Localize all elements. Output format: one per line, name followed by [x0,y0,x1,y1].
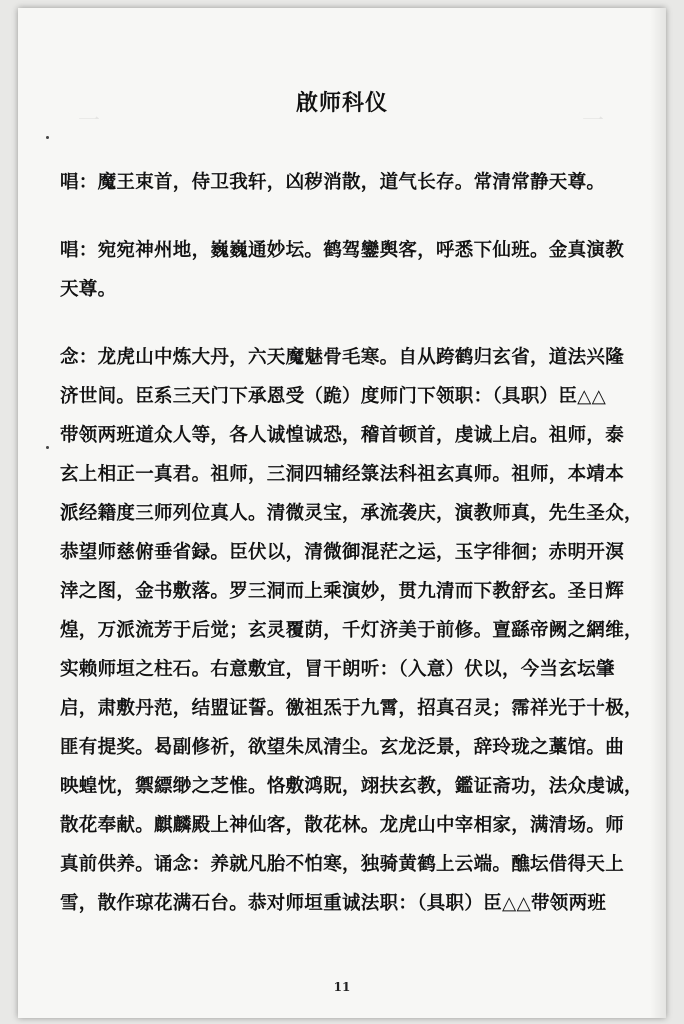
scan-speck [46,136,49,139]
text-line: 涬之图，金书敷落。罗三洞而上乘演妙，贯九清而下教舒玄。圣日辉 [60,581,625,602]
text-line: 映蝗忱，禦縹缈之芝惟。恪敷鸿貺，翊扶玄教，鑑证斋功，法众虔诚， [60,776,643,797]
text-line: 带领两班道众人等，各人诚惶诚恐，稽首顿首，虔诚上启。祖师，泰 [60,425,625,446]
text-line: 济世间。臣系三天门下承恩受（跪）度师门下领职：（具职）臣△△ [60,386,607,407]
text-line: 实赖师垣之柱石。右意敷宜，冒干朗听：（入意）伏以，今当玄坛肇 [60,659,615,680]
text-line: 唱：魔王束首，侍卫我轩，凶秽消散，道气长存。常清常静天尊。 [60,172,606,193]
bleed-through-decoration [58,138,666,169]
text-line: 玄上相正一真君。祖师，三洞四辅经箓法科祖玄真师。祖师，本靖本 [60,464,625,485]
page-number: 11 [333,980,351,994]
text-line: 散花奉献。麒麟殿上神仙客，散花林。龙虎山中宰相家，满清场。师 [60,815,625,836]
text-line: 煌，万派流芳于后觉；玄灵覆荫，千灯济美于前修。亶繇帝阙之網维， [60,620,643,641]
text-line: 念：龙虎山中炼大丹，六天魔魅骨毛寒。自从跨鹤归玄省，道法兴隆 [60,347,625,368]
text-line: 天尊。 [60,279,117,300]
text-line: 启，肃敷丹范，结盟证誓。徼祖炁于九霄，招真召灵；霈祥光于十极， [60,698,643,719]
text-line: 派经籍度三师列位真人。清微灵宝，承流袭庆，演教师真，先生圣众， [60,503,643,524]
bleed-through-decoration: 一 一 [78,109,607,134]
body-text [60,168,660,928]
scan-speck [46,446,49,449]
text-line: 匪有提奖。曷副修祈，欲望朱凤清尘。玄龙泛景，辞玲珑之藁馆。曲 [60,737,625,758]
text-line: 雪，散作琼花满石台。恭对师垣重诚法职：（具职）臣△△带领两班 [60,893,607,914]
text-line: 唱：宛宛神州地，巍巍通妙坛。鹤驾鑾舆客，呼悉下仙班。金真演教 [60,240,625,261]
text-line: 真前供养。诵念：养就凡胎不怕寒，独骑黄鹤上云端。醮坛借得天上 [60,854,625,875]
page-title: 啟师科仪 [295,90,388,116]
document-page [18,8,666,1018]
text-line: 恭望师慈俯垂省録。臣伏以，清微御混茫之运，玉字徘徊；赤明开溟 [60,542,625,563]
